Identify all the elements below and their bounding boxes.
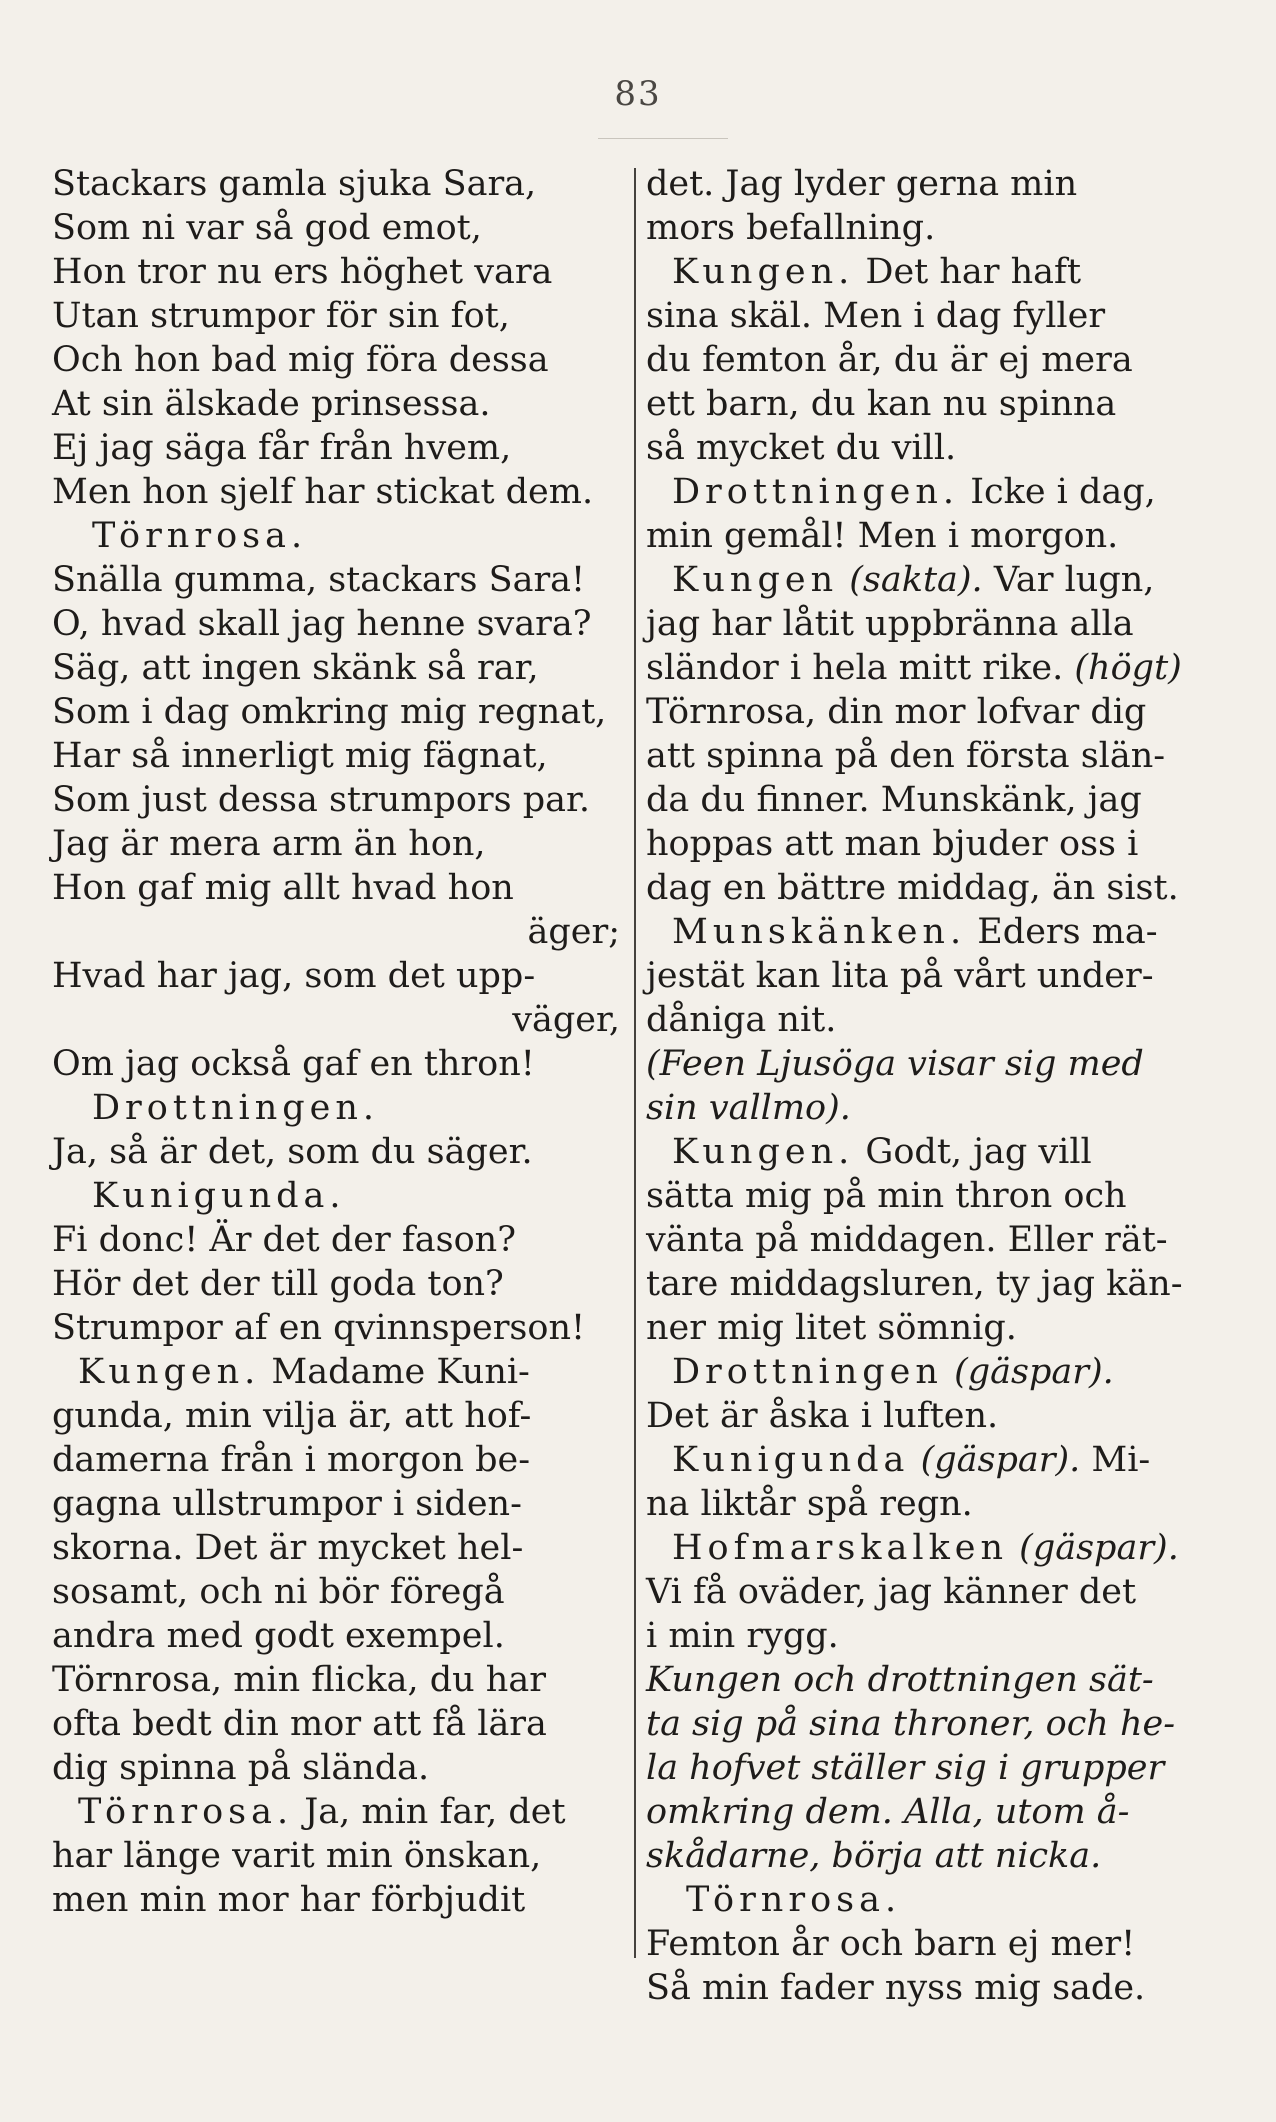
- speaker-name: Kungen.: [78, 1352, 261, 1392]
- left-column: [52, 162, 620, 1922]
- dialogue-text: Mi-: [1091, 1440, 1151, 1480]
- text: ner mig litet sömnig.: [646, 1308, 1017, 1348]
- text-line: [646, 1570, 1210, 1614]
- text: na liktår spå regn.: [646, 1484, 973, 1524]
- text: Utan strumpor för sin fot,: [52, 296, 510, 336]
- text: Men hon sjelf har stickat dem.: [52, 472, 594, 512]
- speaker-line: [52, 514, 620, 558]
- text: sätta mig på min thron och: [646, 1176, 1127, 1216]
- text-line: [646, 514, 1210, 558]
- text: skorna. Det är mycket hel-: [52, 1528, 524, 1568]
- text-line: [52, 250, 620, 294]
- text-line: [646, 998, 1210, 1042]
- speaker-name: Törnrosa.: [78, 1792, 294, 1832]
- stage-direction: omkring dem. Alla, utom å-: [646, 1792, 1130, 1832]
- text-line: [646, 866, 1210, 910]
- text-line: [646, 734, 1210, 778]
- dialogue-text: Icke i dag,: [970, 472, 1156, 512]
- text: Och hon bad mig föra dessa: [52, 340, 549, 380]
- stage-direction: skådarne, börja att nicka.: [646, 1836, 1102, 1876]
- text-line: [52, 382, 620, 426]
- text-line: [646, 338, 1210, 382]
- text: sina skäl. Men i dag fyller: [646, 296, 1106, 336]
- text-line: [52, 470, 620, 514]
- column-divider: [634, 168, 636, 1958]
- speaker-line: [646, 1526, 1210, 1570]
- text: Törnrosa, din mor lofvar dig: [646, 692, 1147, 732]
- text-line: [52, 558, 620, 602]
- stage-direction: Kungen och drottningen sät-: [646, 1660, 1154, 1700]
- text: andra med godt exempel.: [52, 1616, 505, 1656]
- text-line: [646, 294, 1210, 338]
- speaker-line: [646, 910, 1210, 954]
- text: Har så innerligt mig fägnat,: [52, 736, 548, 776]
- text-line: [52, 1746, 620, 1790]
- text: Säg, att ingen skänk så rar,: [52, 648, 539, 688]
- text: Strumpor af en qvinnsperson!: [52, 1308, 586, 1348]
- text-line: [52, 1306, 620, 1350]
- stage-direction: (sakta).: [849, 560, 983, 600]
- text: väger,: [512, 1000, 620, 1040]
- text: vänta på middagen. Eller rät-: [646, 1220, 1168, 1260]
- text-line: [52, 1526, 620, 1570]
- stage-direction-line: [646, 1086, 1210, 1130]
- text-line: [646, 778, 1210, 822]
- text-line: [52, 1702, 620, 1746]
- text-line: [646, 954, 1210, 998]
- text-line: [646, 1218, 1210, 1262]
- text: gunda, min vilja är, att hof-: [52, 1396, 532, 1436]
- text: har länge varit min önskan,: [52, 1836, 542, 1876]
- text-line: [646, 602, 1210, 646]
- speaker-line: [52, 1086, 620, 1130]
- text-line: [52, 910, 620, 954]
- text-line: [52, 1042, 620, 1086]
- page-number: 83: [614, 74, 662, 114]
- text: Törnrosa, min flicka, du har: [52, 1660, 546, 1700]
- text: min gemål! Men i morgon.: [646, 516, 1119, 556]
- text-line: [646, 1482, 1210, 1526]
- text-line: [52, 1878, 620, 1922]
- text-line: [52, 1570, 620, 1614]
- text: damerna från i morgon be-: [52, 1440, 531, 1480]
- speaker-name: Kungen.: [672, 1132, 855, 1172]
- text: men min mor har förbjudit: [52, 1880, 526, 1920]
- text: Hör det der till goda ton?: [52, 1264, 504, 1304]
- speaker-name: Törnrosa.: [686, 1880, 902, 1920]
- text: Ja, så är det, som du säger.: [52, 1132, 533, 1172]
- speaker-line: [52, 1350, 620, 1394]
- speaker-line: [646, 1350, 1210, 1394]
- text: Snälla gumma, stackars Sara!: [52, 560, 586, 600]
- stage-direction: (högt): [1074, 648, 1182, 688]
- header-rule: [598, 138, 728, 139]
- stage-direction: (Feen Ljusöga visar sig med: [646, 1044, 1144, 1084]
- text-line: [52, 998, 620, 1042]
- speaker-name: Munskänken.: [672, 912, 967, 952]
- speaker-name: Hofmarskalken: [672, 1528, 1009, 1568]
- stage-direction: (gäspar).: [954, 1352, 1114, 1392]
- text: dåniga nit.: [646, 1000, 837, 1040]
- text-line: [646, 1174, 1210, 1218]
- text-line: [646, 382, 1210, 426]
- text: da du finner. Munskänk, jag: [646, 780, 1142, 820]
- text: ett barn, du kan nu spinna: [646, 384, 1117, 424]
- text: i min rygg.: [646, 1616, 839, 1656]
- text: Jag är mera arm än hon,: [52, 824, 486, 864]
- text-line: [646, 206, 1210, 250]
- stage-direction-line: [646, 1658, 1210, 1702]
- speaker-line: [646, 558, 1210, 602]
- text: sländor i hela mitt rike.: [646, 648, 1064, 688]
- text: dag en bättre middag, än sist.: [646, 868, 1179, 908]
- speaker-name: Kunigunda: [672, 1440, 910, 1480]
- right-column: [646, 162, 1210, 2010]
- dialogue-text: Godt, jag vill: [865, 1132, 1092, 1172]
- text: så mycket du vill.: [646, 428, 957, 468]
- text-line: [646, 426, 1210, 470]
- text: Det är åska i luften.: [646, 1396, 999, 1436]
- stage-direction: sin vallmo).: [646, 1088, 851, 1128]
- text-line: [646, 162, 1210, 206]
- text-line: [52, 1218, 620, 1262]
- speaker-line: [646, 1438, 1210, 1482]
- text-line: [52, 646, 620, 690]
- text-line: [52, 1614, 620, 1658]
- speaker-name: Drottningen.: [672, 472, 960, 512]
- stage-direction: (gäspar).: [920, 1440, 1081, 1480]
- text: du femton år, du är ej mera: [646, 340, 1133, 380]
- text: gagna ullstrumpor i siden-: [52, 1484, 522, 1524]
- text-line: [52, 338, 620, 382]
- text: äger;: [527, 912, 620, 952]
- speaker-line: [646, 1130, 1210, 1174]
- speaker-name: Drottningen.: [92, 1088, 380, 1128]
- text-line: [646, 1262, 1210, 1306]
- speaker-name: Kungen: [672, 560, 839, 600]
- text-line: [52, 426, 620, 470]
- text-line: [52, 954, 620, 998]
- text: Stackars gamla sjuka Sara,: [52, 164, 537, 204]
- text: At sin älskade prinsessa.: [52, 384, 491, 424]
- text-line: [52, 690, 620, 734]
- speaker-line: [646, 470, 1210, 514]
- text: hoppas att man bjuder oss i: [646, 824, 1139, 864]
- text: att spinna på den första slän-: [646, 736, 1166, 776]
- speaker-line: [52, 1174, 620, 1218]
- text: Så min fader nyss mig sade.: [646, 1968, 1146, 2008]
- text-line: [52, 294, 620, 338]
- text-line: [52, 1394, 620, 1438]
- stage-direction: la hofvet ställer sig i grupper: [646, 1748, 1165, 1788]
- speaker-name: Drottningen: [672, 1352, 943, 1392]
- text: Ej jag säga får från hvem,: [52, 428, 512, 468]
- text-line: [52, 1658, 620, 1702]
- text-line: [52, 1130, 620, 1174]
- text: Fi donc! Är det der fason?: [52, 1220, 516, 1260]
- stage-direction: (gäspar).: [1019, 1528, 1179, 1568]
- text-line: [52, 1482, 620, 1526]
- stage-direction: ta sig på sina throner, och he-: [646, 1704, 1176, 1744]
- text-line: [52, 1438, 620, 1482]
- text: Hon tror nu ers höghet vara: [52, 252, 553, 292]
- speaker-line: [646, 250, 1210, 294]
- text: tare middagsluren, ty jag kän-: [646, 1264, 1183, 1304]
- text-line: [646, 1614, 1210, 1658]
- text: det. Jag lyder gerna min: [646, 164, 1078, 204]
- text: Som i dag omkring mig regnat,: [52, 692, 607, 732]
- stage-direction-line: [646, 1834, 1210, 1878]
- text: Om jag också gaf en thron!: [52, 1044, 535, 1084]
- dialogue-text: Ja, min far, det: [304, 1792, 566, 1832]
- text-line: [52, 1262, 620, 1306]
- dialogue-text: Eders ma-: [977, 912, 1158, 952]
- dialogue-text: Var lugn,: [993, 560, 1155, 600]
- text: Hon gaf mig allt hvad hon: [52, 868, 514, 908]
- text-line: [52, 162, 620, 206]
- text-line: [646, 1394, 1210, 1438]
- text-line: [52, 866, 620, 910]
- dialogue-text: Det har haft: [865, 252, 1082, 292]
- speaker-line: [646, 1878, 1210, 1922]
- text-line: [646, 1966, 1210, 2010]
- text-line: [646, 1922, 1210, 1966]
- text-line: [52, 778, 620, 822]
- text-line: [52, 602, 620, 646]
- text: mors befallning.: [646, 208, 936, 248]
- stage-direction-line: [646, 1790, 1210, 1834]
- speaker-line: [52, 1790, 620, 1834]
- stage-direction-line: [646, 1702, 1210, 1746]
- speaker-name: Kunigunda.: [92, 1176, 346, 1216]
- speaker-name: Kungen.: [672, 252, 855, 292]
- text-line: [646, 1306, 1210, 1350]
- text: dig spinna på slända.: [52, 1748, 430, 1788]
- stage-direction-line: [646, 1042, 1210, 1086]
- text-line: [646, 690, 1210, 734]
- text-line: [52, 1834, 620, 1878]
- text: O, hvad skall jag henne svara?: [52, 604, 592, 644]
- text: ofta bedt din mor att få lära: [52, 1704, 547, 1744]
- text: Som ni var så god emot,: [52, 208, 482, 248]
- text-line: [646, 822, 1210, 866]
- text: Femton år och barn ej mer!: [646, 1924, 1136, 1964]
- text: jestät kan lita på vårt under-: [646, 956, 1154, 996]
- text: jag har låtit uppbränna alla: [646, 604, 1134, 644]
- text-line: [52, 734, 620, 778]
- text-line: [646, 646, 1210, 690]
- text: Som just dessa strumpors par.: [52, 780, 591, 820]
- text-line: [52, 206, 620, 250]
- text-line: [52, 822, 620, 866]
- text: Vi få oväder, jag känner det: [646, 1572, 1137, 1612]
- speaker-name: Törnrosa.: [92, 516, 308, 556]
- stage-direction-line: [646, 1746, 1210, 1790]
- text: Hvad har jag, som det upp-: [52, 956, 536, 996]
- dialogue-text: Madame Kuni-: [271, 1352, 530, 1392]
- text: sosamt, och ni bör föregå: [52, 1572, 505, 1612]
